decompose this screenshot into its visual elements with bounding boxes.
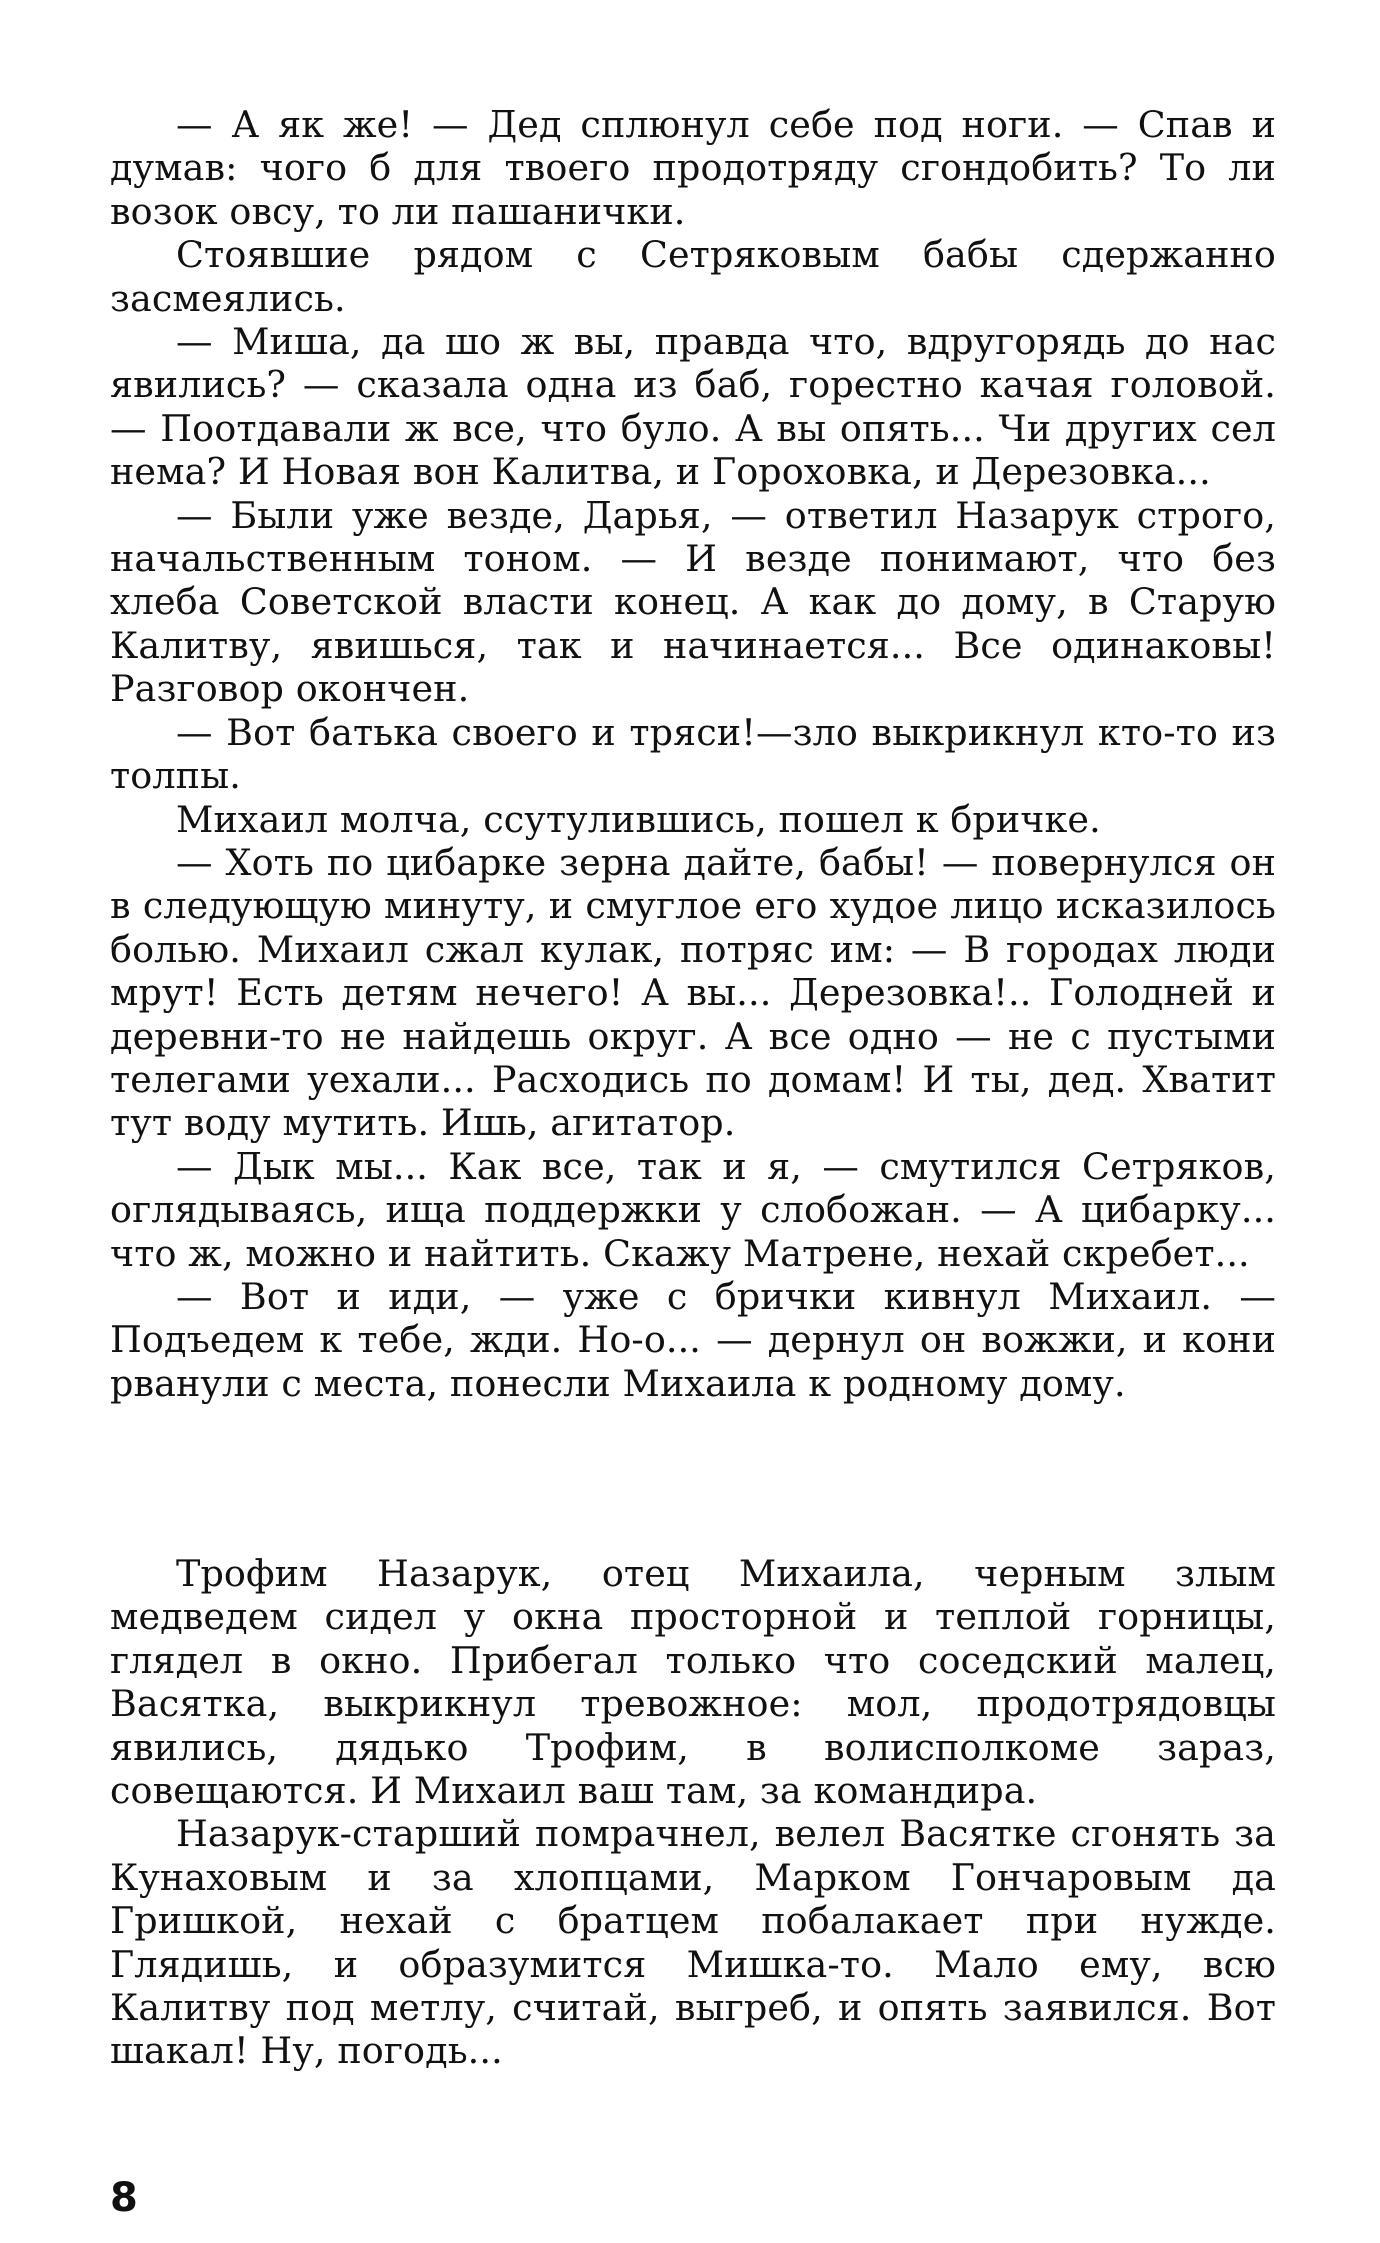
paragraph: Михаил молча, ссутулившись, пошел к бричке. (176, 797, 1101, 841)
paragraph: — Хоть по цибарке зерна дайте, бабы! — повернулся он в следующую минуту, и смуглое его худое лицо исказилось болью. Михаил сжал кулак, потряс им: — В городах люди мрут! Есть детям нечего! А вы... Дерезовка!.. Голодней и деревни-то не найдешь округ. А все одно — не с пустыми телегами уехали... Расходись по домам! И ты, дед. Хватит тут воду мутить. Ишь, агитатор. (110, 840, 1276, 1145)
paragraph: Назарук-старший помрачнел, велел Васятке сгонять за Кунаховым и за хлопцами, Марком Гончаровым да Гришкой, нехай с братцем побалакает при нужде. Глядишь, и образумится Мишка-то. Мало ему, всю Калитву под метлу, считай, выгреб, и опять заявился. Вот шакал! Ну, погодь... (110, 1812, 1276, 2073)
paragraph: Стоявшие рядом с Сетряковым бабы сдержанно засмеялись. (110, 233, 1276, 320)
paragraph: Трофим Назарук, отец Михаила, черным злым медведем сидел у окна просторной и теплой горницы, глядел в окно. Прибегал только что соседский малец, Васятка, выкрикнул тревожное: мол, продотрядовцы явились, дядько Трофим, в волисполкоме зараз, совещаются. И Михаил ваш там, за командира. (110, 1552, 1276, 1813)
paragraph: — А як же! — Дед сплюнул себе под ноги. — Спав и думав: чого б для твоего продотряду сгондобить? То ли возок овсу, то ли пашанички. (110, 103, 1276, 233)
paragraph: — Вот и иди, — уже с брички кивнул Михаил. — Подъедем к тебе, жди. Но-о... — дернул он вожжи, и кони рванули с места, понесли Михаила к родному дому. (110, 1274, 1276, 1405)
paragraph: — Дык мы... Как все, так и я, — смутился Сетряков, оглядываясь, ища поддержки у слобожан. — А цибарку... что ж, можно и найтить. Скажу Матрене, нехай скребет... (110, 1144, 1276, 1275)
paragraph: — Вот батька своего и тряси!—зло выкрикнул кто-то из толпы. (110, 710, 1276, 798)
paragraph: — Были уже везде, Дарья, — ответил Назарук строго, начальственным тоном. — И везде понимают, что без хлеба Советской власти конец. А как до дому, в Старую Калитву, явишься, так и начинается... Все одинаковы! Разговор окончен. (110, 493, 1276, 711)
paragraph: — Миша, да шо ж вы, правда что, вдругорядь до нас явились? — сказала одна из баб, горестно качая головой. — Поотдавали ж все, что було. А вы опять... Чи других сел нема? И Новая вон Калитва, и Гороховка, и Дерезовка... (110, 320, 1276, 494)
page-number: 8 (110, 2175, 138, 2221)
text-section-dialogue (110, 103, 1276, 1405)
text-section-trofim (110, 1552, 1276, 2073)
